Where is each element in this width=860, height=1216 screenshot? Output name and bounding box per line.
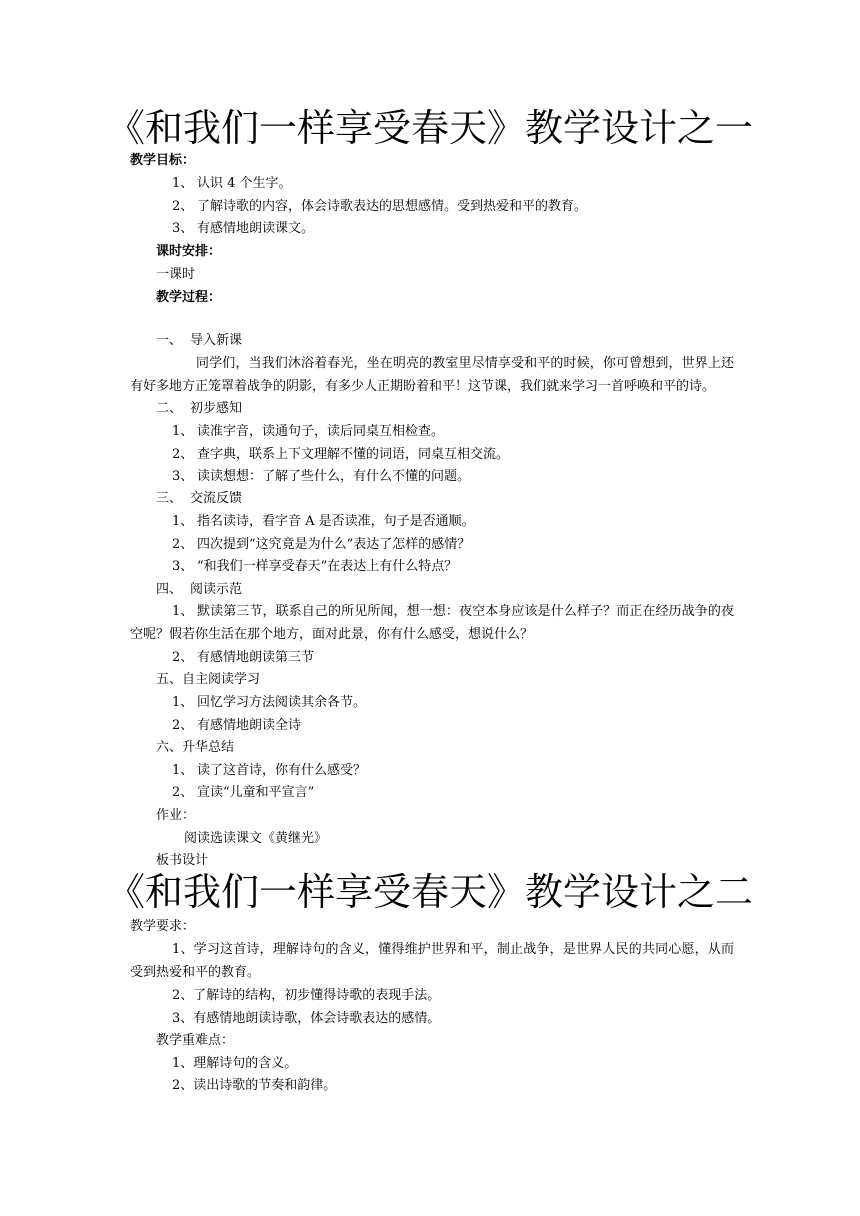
requirement-1: 1、学习这首诗，理解诗句的含义，懂得维护世界和平，制止战争，是世界人民的共同心愿，从而受到热爱和平的教育。 [130, 942, 734, 980]
s3-item-2-num: 2、 [172, 537, 194, 552]
s3-item-1-text: 指名读诗，看字音 A 是否读准，句子是否通顺。 [197, 514, 475, 529]
section-4-title: 阅读示范 [190, 582, 243, 597]
section-3-num: 三、 [156, 491, 183, 506]
section-1-paragraph: 同学们，当我们沐浴着春光，坐在明亮的教室里尽情享受和平的时候，你可曾想到，世界上还有好多地方正笼罩着战争的阴影，有多少人正期盼着和平！这节课，我们就来学习一首呼唤和平的诗。 [130, 356, 734, 394]
schedule-value: 一课时 [156, 267, 196, 282]
key-point-1: 1、理解诗句的含义。 [172, 1056, 298, 1071]
section-1-title: 导入新课 [190, 333, 243, 348]
s4-item-2-text: 有感情地朗读第三节 [197, 650, 315, 665]
requirement-2: 2、了解诗的结构，初步懂得诗歌的表现手法。 [172, 988, 441, 1003]
s5-item-2-num: 2、 [172, 718, 194, 733]
section-6-title: 六、升华总结 [156, 740, 235, 755]
goal-3-num: 3、 [172, 221, 194, 236]
s2-item-2-num: 2、 [172, 447, 194, 462]
section-3-title: 交流反馈 [190, 491, 243, 506]
s3-item-3-text: “和我们一样享受春天”在表达上有什么特点？ [197, 559, 458, 574]
goal-2-text: 了解诗歌的内容，体会诗歌表达的思想感情。受到热爱和平的教育。 [197, 199, 588, 214]
s2-item-3-num: 3、 [172, 469, 194, 484]
document-title-2: 《和我们一样享受春天》教学设计之二 [106, 870, 753, 914]
requirements-label: 教学要求： [130, 919, 196, 934]
s3-item-1-num: 1、 [172, 514, 194, 529]
homework-text: 阅读选读课文《黄继光》 [184, 831, 328, 846]
document-title-1: 《和我们一样享受春天》教学设计之一 [106, 106, 753, 150]
s6-item-1-text: 读了这首诗，你有什么感受？ [197, 763, 367, 778]
s6-item-2-num: 2、 [172, 785, 194, 800]
s5-item-1-text: 回忆学习方法阅读其余各节。 [197, 695, 367, 710]
goal-1-num: 1、 [172, 176, 194, 191]
key-points-label: 教学重难点： [156, 1033, 235, 1048]
goals-label: 教学目标： [130, 153, 196, 168]
s2-item-1-num: 1、 [172, 424, 194, 439]
section-2-num: 二、 [156, 401, 183, 416]
board-design-label: 板书设计 [156, 853, 209, 868]
s6-item-1-num: 1、 [172, 763, 194, 778]
s3-item-2-text: 四次提到“这究竟是为什么”表达了怎样的感情？ [197, 537, 471, 552]
section-2-title: 初步感知 [190, 401, 243, 416]
s2-item-3-text: 读读想想：了解了些什么，有什么不懂的问题。 [197, 469, 471, 484]
process-label: 教学过程： [156, 290, 222, 305]
section-5-title: 五、自主阅读学习 [156, 672, 261, 687]
s2-item-2-text: 查字典，联系上下文理解不懂的词语，同桌互相交流。 [197, 447, 510, 462]
key-point-2: 2、读出诗歌的节奏和韵律。 [172, 1078, 337, 1093]
s4-item-1-num: 1、 [172, 604, 194, 619]
homework-label: 作业： [156, 808, 196, 823]
s2-item-1-text: 读准字音，读通句子，读后同桌互相检查。 [197, 424, 445, 439]
requirement-3: 3、有感情地朗读诗歌，体会诗歌表达的感情。 [172, 1011, 441, 1026]
s5-item-2-text: 有感情地朗读全诗 [197, 718, 302, 733]
s4-item-2-num: 2、 [172, 650, 194, 665]
goal-1-text: 认识 4 个生字。 [197, 176, 292, 191]
schedule-label: 课时安排： [156, 244, 222, 259]
section-4-num: 四、 [156, 582, 183, 597]
section-1-num: 一、 [156, 333, 183, 348]
s4-item-1-text: 默读第三节，联系自己的所见所闻，想一想：夜空本身应该是什么样子？而正在经历战争的夜空呢？假若你生活在那个地方，面对此景，你有什么感受，想说什么？ [130, 604, 734, 642]
s5-item-1-num: 1、 [172, 695, 194, 710]
goal-2-num: 2、 [172, 199, 194, 214]
s3-item-3-num: 3、 [172, 559, 194, 574]
goal-3-text: 有感情地朗读课文。 [197, 221, 315, 236]
s6-item-2-text: 宣读“儿童和平宣言” [197, 785, 315, 800]
